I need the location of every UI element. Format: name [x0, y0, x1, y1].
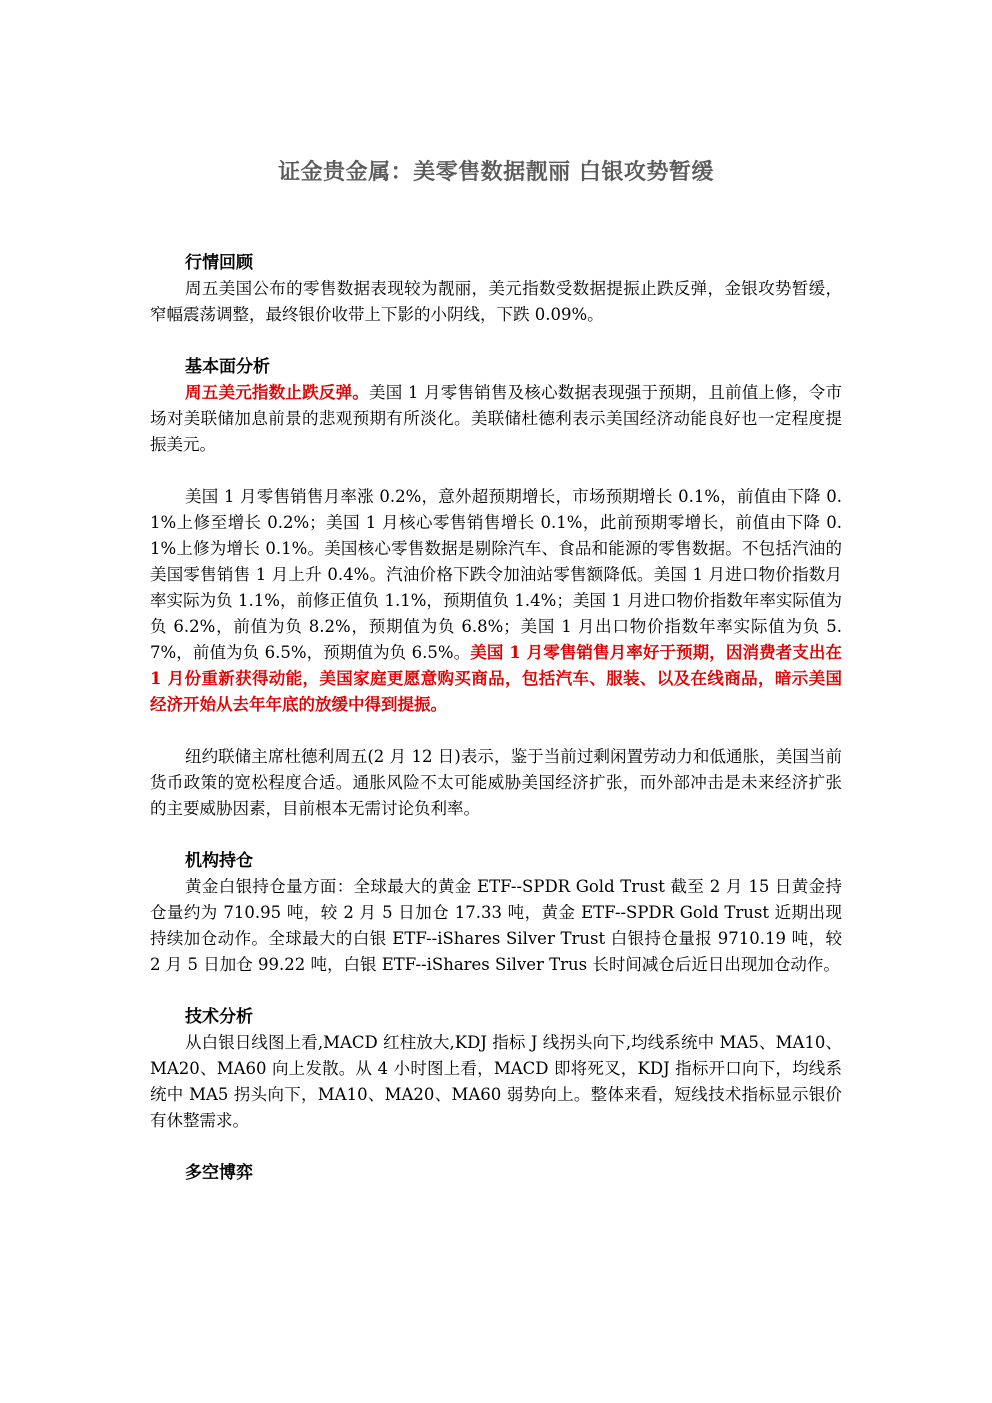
- fundamental-paragraph-1: [150, 380, 842, 458]
- paragraph-text: 美国 1 月零售销售月率涨 0.2%，意外超预期增长，市场预期增长 0.1%，前值由下降 0.1%上修至增长 0.2%；美国 1 月核心零售销售增长 0.1%，此前预期零增长，前值由下降 0.1%上修为增长 0.1%。美国核心零售数据是剔除汽车、食品和能源的零售数据。不包括汽油的美国零售销售 1 月上升 0.4%。汽油价格下跌令加油站零售额降低。美国 1 月进口物价指数月率实际为负 1.1%，前修正值负 1.1%，预期值负 1.4%；美国 1 月进口物价指数年率实际值为负 6.2%，前值为负 8.2%，预期值为负 6.8%；美国 1 月出口物价指数年率实际值为负 5.7%，前值为负 6.5%，预期值为负 6.5%。: [150, 487, 842, 662]
- section-heading-positions: 机构持仓: [185, 851, 253, 871]
- highlight-text: 周五美元指数止跌反弹。: [185, 383, 370, 402]
- section-heading-review: 行情回顾: [185, 253, 253, 273]
- section-heading-technical: 技术分析: [185, 1007, 253, 1027]
- positions-paragraph: 黄金白银持仓量方面：全球最大的黄金 ETF--SPDR Gold Trust 截至 2 月 15 日黄金持仓量约为 710.95 吨，较 2 月 5 日加仓 17.33 吨，黄金 ETF--SPDR Gold Trust 近期出现持续加仓动作。全球最大的白银 ETF--iShares Silver Trust 白银持仓量报 9710.19 吨，较 2 月 5 日加仓 99.22 吨，白银 ETF--iShares Silver Trus 长时间减仓后近日出现加仓动作。: [150, 877, 842, 974]
- highlight-text: 美国 1 月零售销售月率好于预期，因消费者支出在 1 月份重新获得动能，美国家庭更愿意购买商品，包括汽车、服装、以及在线商品，暗示美国经济开始从去年年底的放缓中得到提振。: [150, 643, 842, 714]
- page-title: 证金贵金属：美零售数据靓丽 白银攻势暂缓: [278, 160, 714, 185]
- document-body: [150, 250, 842, 1186]
- review-paragraph: 周五美国公布的零售数据表现较为靓丽，美元指数受数据提振止跌反弹，金银攻势暂缓，窄幅震荡调整，最终银价收带上下影的小阴线，下跌 0.09%。: [150, 279, 842, 324]
- technical-paragraph: 从白银日线图上看,MACD 红柱放大,KDJ 指标 J 线拐头向下,均线系统中 MA5、MA10、MA20、MA60 向上发散。从 4 小时图上看，MACD 即将死叉，KDJ 指标开口向下，均线系统中 MA5 拐头向下，MA10、MA20、MA60 弱势向上。整体来看，短线技术指标显示银价有休整需求。: [150, 1033, 842, 1130]
- fundamental-paragraph-3: 纽约联储主席杜德利周五(2 月 12 日)表示，鉴于当前过剩闲置劳动力和低通胀，美国当前货币政策的宽松程度合适。通胀风险不太可能威胁美国经济扩张，而外部冲击是未来经济扩张的主要威胁因素，目前根本无需讨论负利率。: [150, 747, 842, 818]
- section-heading-longshort: 多空博弈: [185, 1163, 253, 1183]
- fundamental-paragraph-2: [150, 484, 842, 718]
- paragraph-text: 美国 1 月零售销售及核心数据表现强于预期，且前值上修，令市场对美联储加息前景的悲观预期有所淡化。美联储杜德利表示美国经济动能良好也一定程度提振美元。: [150, 383, 842, 454]
- section-heading-fundamental: 基本面分析: [185, 357, 270, 377]
